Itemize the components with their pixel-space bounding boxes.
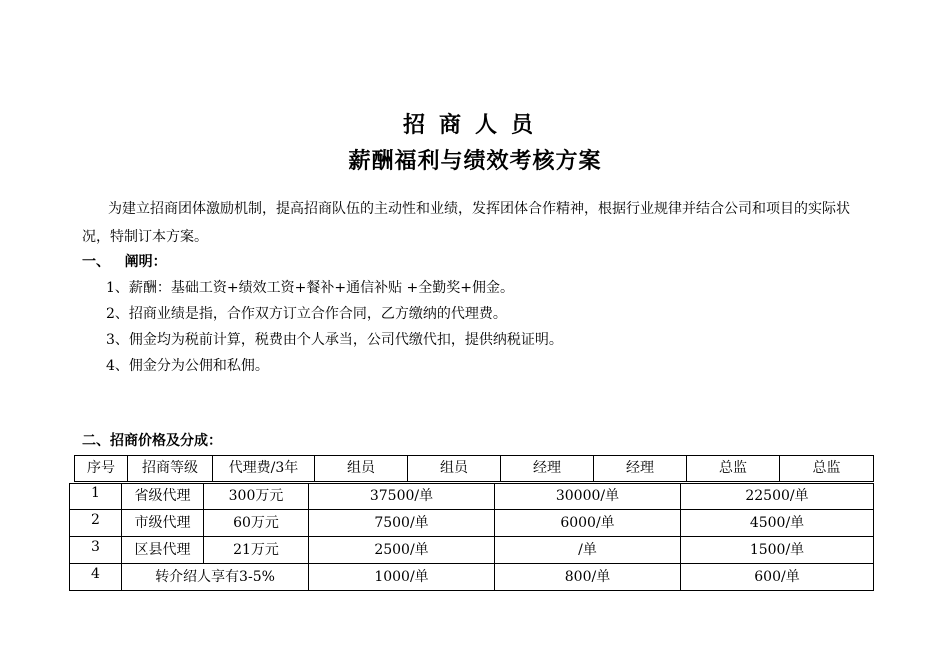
- row2-member: 7500/单: [374, 515, 429, 531]
- section1-item-4: 4、佣金分为公佣和私佣。: [106, 358, 269, 374]
- row3-member: 2500/单: [374, 542, 429, 558]
- row4-manager: 800/单: [564, 569, 611, 585]
- header-no: 序号: [87, 460, 115, 476]
- row1-level: 省级代理: [134, 488, 191, 504]
- row2-manager: 6000/单: [560, 515, 615, 531]
- row2-director: 4500/单: [749, 515, 805, 531]
- row1-no: 1: [91, 485, 100, 501]
- page-title-line1: 招商人员: [402, 113, 547, 138]
- row1-manager: 30000/单: [555, 488, 620, 504]
- row2-fee: 60万元: [233, 515, 279, 531]
- row4-referral: 转介绍人享有3-5%: [155, 569, 275, 585]
- page-title-line2: 薪酬福利与绩效考核方案: [348, 149, 602, 174]
- row4-director: 600/单: [754, 569, 800, 585]
- header-director-1: 总监: [719, 460, 747, 476]
- row4-member: 1000/单: [374, 569, 429, 585]
- row3-no: 3: [91, 539, 100, 555]
- intro-paragraph: 为建立招商团体激励机制，提高招商队伍的主动性和业绩，发挥团体合作精神，根据行业规律并结合公司和项目的实际状况，特制订本方案。: [82, 201, 850, 245]
- header-manager-2: 经理: [626, 460, 654, 476]
- header-member-1: 组员: [347, 460, 375, 476]
- section1-item-1: 1、薪酬：基础工资+绩效工资+餐补+通信补贴 +全勤奖+佣金。: [106, 280, 515, 296]
- row2-level: 市级代理: [134, 515, 191, 531]
- row1-fee: 300万元: [228, 488, 284, 504]
- row2-no: 2: [91, 512, 100, 528]
- section1-heading: 一、 阐明：: [82, 254, 167, 270]
- header-level: 招商等级: [142, 460, 198, 476]
- row3-manager: /单: [578, 542, 597, 558]
- header-manager-1: 经理: [533, 460, 561, 476]
- header-director-2: 总监: [812, 460, 841, 476]
- row4-no: 4: [91, 566, 100, 582]
- header-member-2: 组员: [440, 460, 468, 476]
- header-fee: 代理费/3年: [228, 460, 299, 476]
- row3-director: 1500/单: [749, 542, 805, 558]
- row1-member: 37500/单: [369, 488, 434, 504]
- row3-fee: 21万元: [233, 542, 279, 558]
- row3-level: 区县代理: [134, 542, 191, 558]
- section1-item-2: 2、招商业绩是指，合作双方订立合作合同，乙方缴纳的代理费。: [106, 306, 507, 322]
- section2-heading: 二、招商价格及分成：: [82, 433, 222, 449]
- row1-director: 22500/单: [745, 488, 809, 504]
- section1-item-3: 3、佣金均为税前计算，税费由个人承当，公司代缴代扣，提供纳税证明。: [106, 332, 563, 348]
